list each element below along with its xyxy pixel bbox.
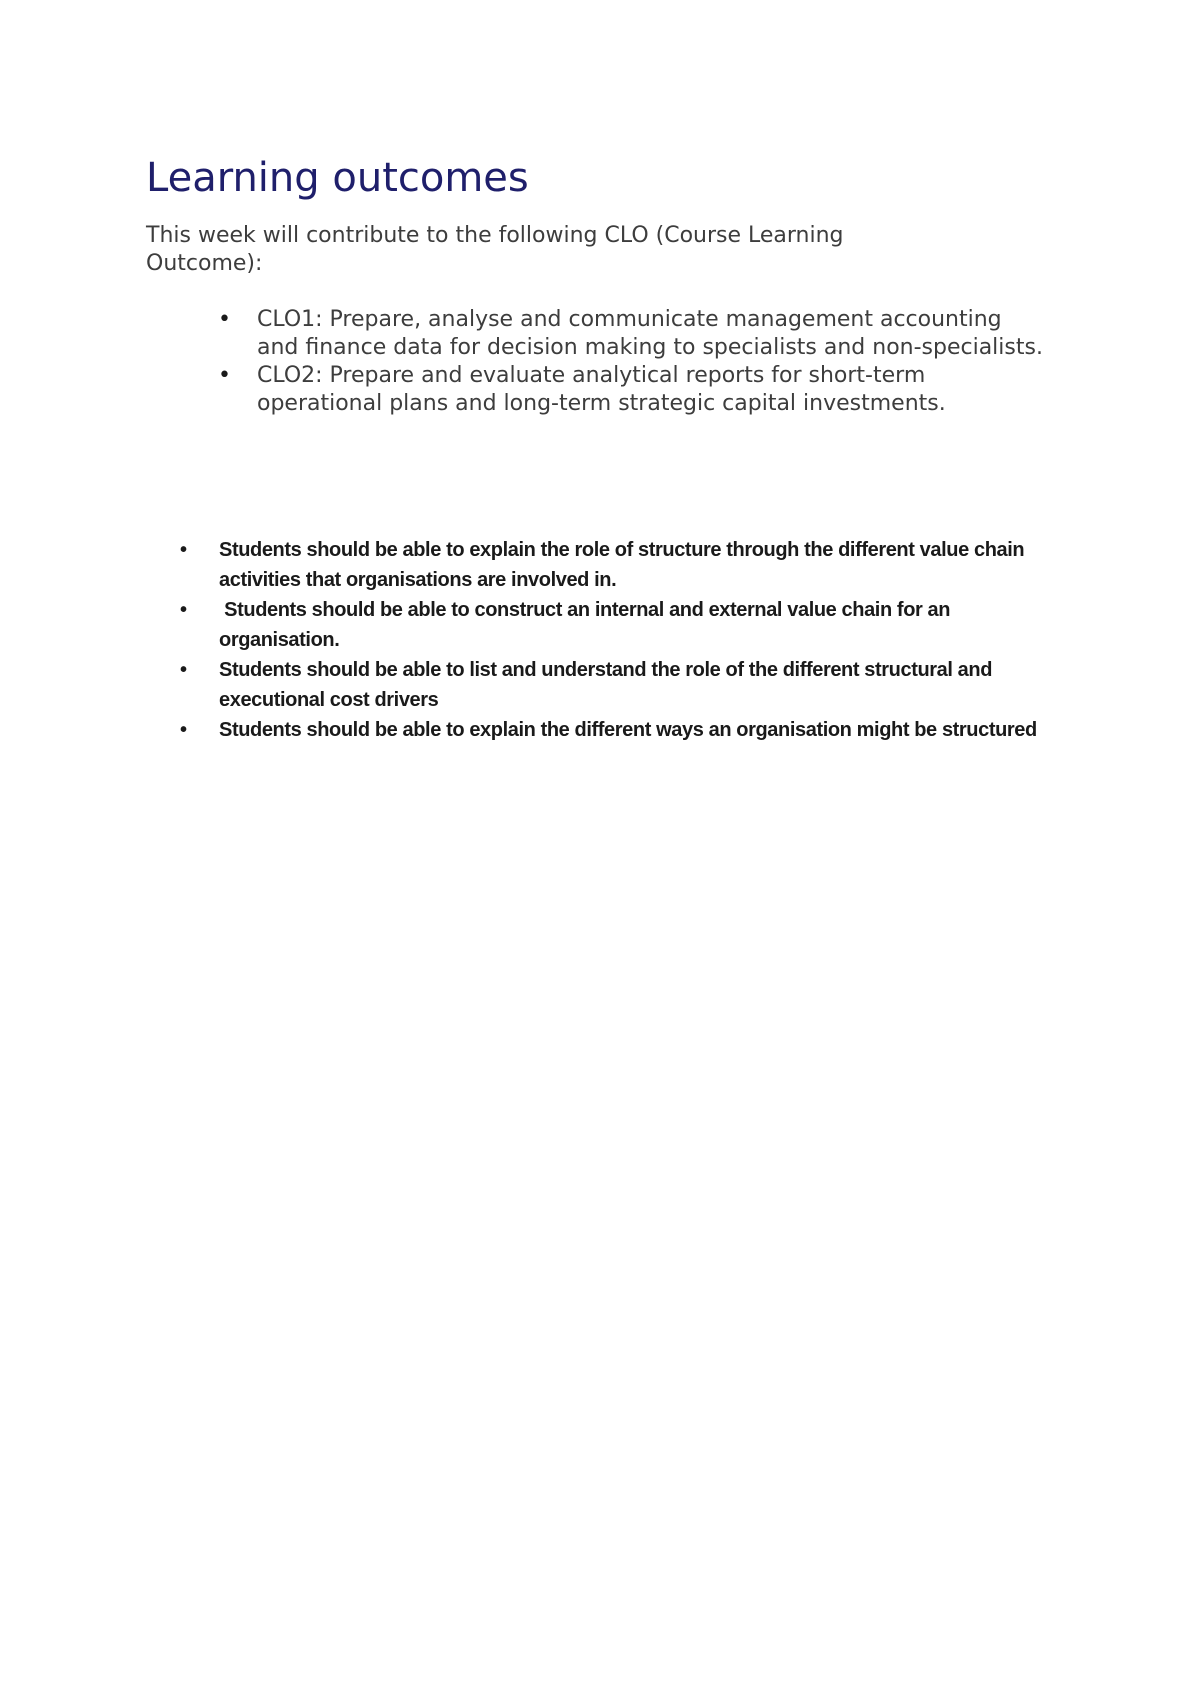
list-item-clo1 xyxy=(218,306,1048,362)
page-title: Learning outcomes xyxy=(146,155,529,201)
list-item-outcome-1 xyxy=(180,535,1070,595)
outcomes-list xyxy=(180,535,1070,745)
outcome-text: Students should be able to explain the different ways an organisation might be structured xyxy=(219,719,1037,741)
bullet-icon: • xyxy=(180,599,187,621)
intro-paragraph: This week will contribute to the following CLO (Course Learning Outcome): xyxy=(146,223,844,276)
bullet-icon: • xyxy=(180,659,187,681)
clo-text: CLO1: Prepare, analyse and communicate management accounting and finance data for decision making to specialists and non-specialists. xyxy=(257,307,1043,360)
list-item-clo2 xyxy=(218,362,1048,418)
list-item-outcome-3 xyxy=(180,655,1070,715)
clo-list xyxy=(218,306,1048,418)
clo-text: CLO2: Prepare and evaluate analytical reports for short-term operational plans and long-term strategic capital investments. xyxy=(257,363,946,416)
outcome-text: Students should be able to list and understand the role of the different structural and executional cost drivers xyxy=(219,659,993,711)
bullet-icon: • xyxy=(180,539,187,561)
outcome-text: Students should be able to construct an internal and external value chain for an organisation. xyxy=(219,599,956,651)
bullet-icon: • xyxy=(218,307,231,332)
list-item-outcome-4 xyxy=(180,715,1070,745)
outcome-text: Students should be able to explain the role of structure through the different value chain activities that organisations are involved in. xyxy=(219,539,1025,591)
bullet-icon: • xyxy=(218,363,231,388)
list-item-outcome-2 xyxy=(180,595,1070,655)
bullet-icon: • xyxy=(180,719,187,741)
